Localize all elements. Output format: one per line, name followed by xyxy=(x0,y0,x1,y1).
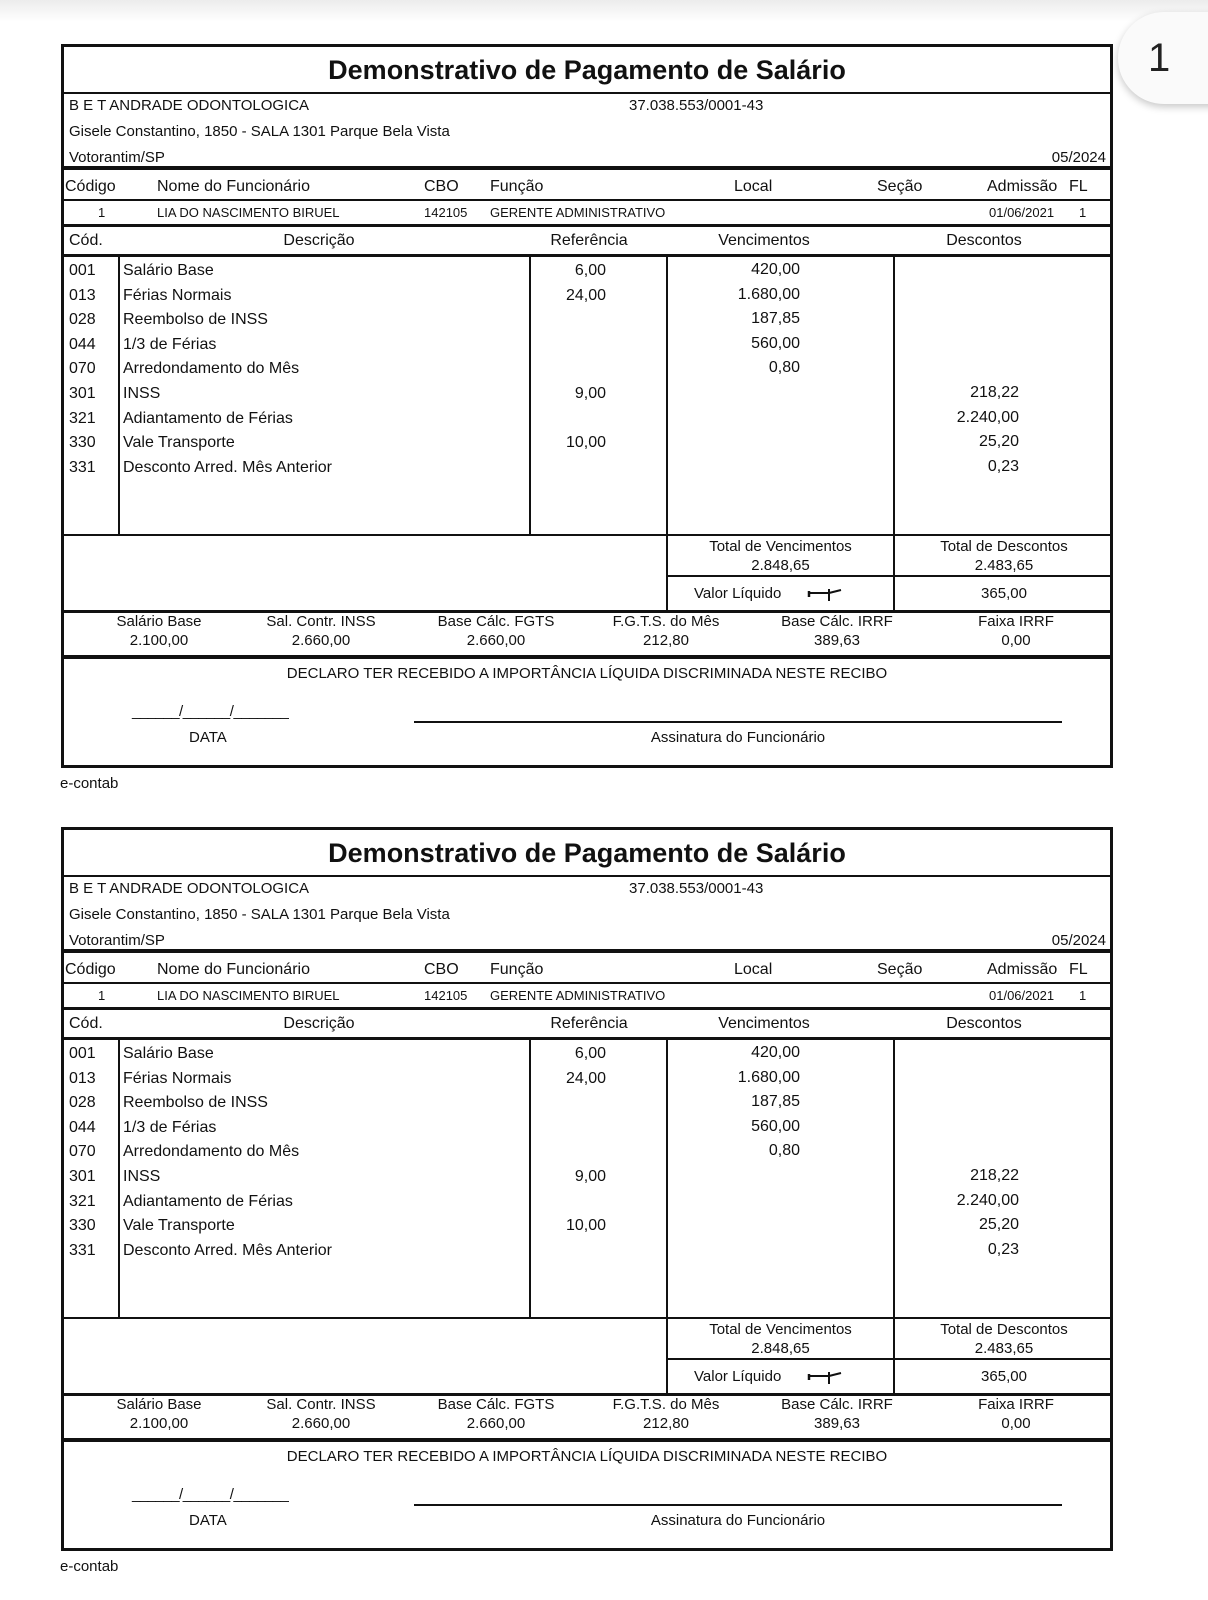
table-row xyxy=(64,1119,1110,1144)
employee-header-cbo: CBO xyxy=(424,178,459,195)
summary-label: Base Cálc. IRRF xyxy=(781,1396,893,1413)
employee-header-codigo: Código xyxy=(65,178,116,195)
table-row xyxy=(64,336,1110,361)
payslip-1 xyxy=(61,44,1113,768)
arrow-right-icon xyxy=(807,585,847,603)
divider xyxy=(64,655,1110,659)
net-value-label: Valor Líquido xyxy=(694,585,782,602)
summary-label: Salário Base xyxy=(116,1396,202,1413)
summary-value: 0,00 xyxy=(1001,1415,1031,1432)
item-deduction: 2.240,00 xyxy=(956,408,1019,426)
divider xyxy=(666,575,1110,577)
payslip-2 xyxy=(61,827,1113,1551)
item-earning: 187,85 xyxy=(751,1093,800,1111)
employee-code: 1 xyxy=(98,988,106,1003)
summary-value: 212,80 xyxy=(643,632,689,649)
item-deduction: 25,20 xyxy=(978,1216,1019,1234)
table-row xyxy=(64,410,1110,435)
item-description: 1/3 de Férias xyxy=(123,1118,217,1136)
reference-period: 05/2024 xyxy=(1051,149,1106,166)
item-description: Férias Normais xyxy=(123,286,232,304)
reference-period: 05/2024 xyxy=(1051,932,1106,949)
item-code: 070 xyxy=(69,1143,96,1161)
total-earnings-value: 2.848,65 xyxy=(751,1340,810,1357)
summary-label: Base Cálc. FGTS xyxy=(437,1396,555,1413)
item-description: Desconto Arred. Mês Anterior xyxy=(123,1241,332,1259)
item-code: 028 xyxy=(69,311,96,329)
item-description: Salário Base xyxy=(123,262,214,279)
summary-label: Base Cálc. IRRF xyxy=(781,613,893,630)
company-address: Gisele Constantino, 1850 - SALA 1301 Parque Bela Vista xyxy=(69,906,450,923)
divider xyxy=(64,254,1110,257)
item-earning: 1.680,00 xyxy=(737,1068,800,1086)
item-code: 044 xyxy=(69,1118,96,1136)
item-deduction: 0,23 xyxy=(987,1240,1019,1258)
total-deductions-label: Total de Descontos xyxy=(940,1321,1068,1338)
employee-header-fl: FL xyxy=(1069,178,1088,195)
item-reference: 9,00 xyxy=(574,385,606,402)
company-cnpj: 37.038.553/0001-43 xyxy=(629,97,764,114)
page-number: 1 xyxy=(1148,35,1171,80)
item-description: Reembolso de INSS xyxy=(123,1094,268,1112)
total-deductions-value: 2.483,65 xyxy=(974,557,1034,574)
employee-header-nome: Nome do Funcionário xyxy=(157,961,310,978)
items-header-descontos: Descontos xyxy=(946,232,1022,249)
total-earnings-value: 2.848,65 xyxy=(751,557,810,574)
summary-label: Sal. Contr. INSS xyxy=(266,613,376,630)
arrow-right-icon xyxy=(807,1368,847,1386)
item-code: 013 xyxy=(69,1069,96,1087)
item-earning: 187,85 xyxy=(751,310,800,328)
divider xyxy=(64,166,1110,170)
item-description: Férias Normais xyxy=(123,1069,232,1087)
summary-label: F.G.T.S. do Mês xyxy=(612,613,720,630)
item-description: Vale Transporte xyxy=(123,1217,235,1235)
item-earning: 0,80 xyxy=(768,1142,800,1160)
employee-admission: 01/06/2021 xyxy=(989,988,1055,1003)
item-code: 301 xyxy=(69,1168,96,1185)
items-header-descricao: Descrição xyxy=(283,232,355,249)
net-value-label-group xyxy=(694,1368,847,1386)
table-row xyxy=(64,385,1110,410)
item-description: INSS xyxy=(123,385,161,402)
summary-value: 2.660,00 xyxy=(466,1415,526,1432)
item-code: 330 xyxy=(69,434,96,452)
net-value: 365,00 xyxy=(981,585,1027,602)
item-code: 330 xyxy=(69,1217,96,1235)
items-header-cod: Cód. xyxy=(69,1015,103,1032)
item-reference: 24,00 xyxy=(565,1069,606,1087)
item-description: Adiantamento de Férias xyxy=(123,409,293,427)
item-reference: 24,00 xyxy=(565,286,606,304)
table-row xyxy=(64,1217,1110,1242)
company-city: Votorantim/SP xyxy=(69,932,165,949)
employee-fl: 1 xyxy=(1079,988,1087,1003)
table-row xyxy=(64,262,1110,287)
company-city: Votorantim/SP xyxy=(69,149,165,166)
employee-header-secao: Seção xyxy=(877,178,923,195)
item-code: 001 xyxy=(69,1045,96,1062)
declaration-text: DECLARO TER RECEBIDO A IMPORTÂNCIA LÍQUIDA DISCRIMINADA NESTE RECIBO xyxy=(286,1448,888,1465)
date-label: DATA xyxy=(189,729,227,746)
divider xyxy=(64,92,1110,94)
divider xyxy=(666,1358,1110,1360)
item-deduction: 0,23 xyxy=(987,457,1019,475)
net-value-label: Valor Líquido xyxy=(694,1368,782,1385)
summary-value: 389,63 xyxy=(814,632,860,649)
table-row xyxy=(64,1242,1110,1267)
employee-fl: 1 xyxy=(1079,205,1087,220)
table-row xyxy=(64,360,1110,385)
items-header-vencimentos: Vencimentos xyxy=(718,1015,810,1032)
summary-value: 2.660,00 xyxy=(291,1415,351,1432)
summary-value: 389,63 xyxy=(814,1415,860,1432)
top-shadow xyxy=(0,0,1208,22)
items-header-referencia: Referência xyxy=(550,232,628,249)
item-deduction: 218,22 xyxy=(970,384,1019,401)
item-earning: 420,00 xyxy=(751,1044,800,1061)
item-code: 028 xyxy=(69,1094,96,1112)
item-earning: 0,80 xyxy=(768,359,800,377)
divider xyxy=(64,224,1110,227)
item-reference: 10,00 xyxy=(565,1217,606,1235)
total-deductions-label: Total de Descontos xyxy=(940,538,1068,555)
items-header-vencimentos: Vencimentos xyxy=(718,232,810,249)
company-name: B E T ANDRADE ODONTOLOGICA xyxy=(69,880,310,897)
summary-label: Sal. Contr. INSS xyxy=(266,1396,376,1413)
item-description: Salário Base xyxy=(123,1045,214,1062)
employee-header-fl: FL xyxy=(1069,961,1088,978)
item-description: Adiantamento de Férias xyxy=(123,1192,293,1210)
item-description: 1/3 de Férias xyxy=(123,335,217,353)
summary-value: 212,80 xyxy=(643,1415,689,1432)
summary-label: Salário Base xyxy=(116,613,202,630)
total-earnings-label: Total de Vencimentos xyxy=(709,1321,852,1338)
date-field: ______/______/_______ xyxy=(132,703,289,720)
employee-code: 1 xyxy=(98,205,106,220)
item-code: 321 xyxy=(69,1192,96,1210)
employee-role: GERENTE ADMINISTRATIVO xyxy=(490,988,666,1003)
summary-value: 0,00 xyxy=(1001,632,1031,649)
employee-name: LIA DO NASCIMENTO BIRUEL xyxy=(157,988,340,1003)
summary-label: Base Cálc. FGTS xyxy=(437,613,555,630)
item-code: 013 xyxy=(69,286,96,304)
summary-value: 2.100,00 xyxy=(129,1415,189,1432)
signature-line xyxy=(414,721,1062,723)
items-header-referencia: Referência xyxy=(550,1015,628,1032)
page-number-badge xyxy=(1118,12,1208,104)
signature-label: Assinatura do Funcionário xyxy=(650,729,826,746)
summary-value: 2.660,00 xyxy=(291,632,351,649)
divider xyxy=(64,949,1110,953)
employee-header-local: Local xyxy=(734,961,773,978)
page-title: Demonstrativo de Pagamento de Salário xyxy=(328,838,846,868)
item-code: 044 xyxy=(69,335,96,353)
footer-brand: e-contab xyxy=(60,1558,119,1575)
item-code: 321 xyxy=(69,409,96,427)
employee-cbo: 142105 xyxy=(424,988,468,1003)
item-deduction: 2.240,00 xyxy=(956,1191,1019,1209)
employee-header-secao: Seção xyxy=(877,961,923,978)
item-earning: 1.680,00 xyxy=(737,285,800,303)
item-code: 001 xyxy=(69,262,96,279)
divider xyxy=(64,534,1110,536)
table-row xyxy=(64,459,1110,484)
table-row xyxy=(64,287,1110,312)
employee-header-funcao: Função xyxy=(490,961,544,978)
item-description: Vale Transporte xyxy=(123,434,235,452)
item-earning: 560,00 xyxy=(751,334,800,352)
item-description: Desconto Arred. Mês Anterior xyxy=(123,458,332,476)
total-earnings-label: Total de Vencimentos xyxy=(709,538,852,555)
table-row xyxy=(64,311,1110,336)
item-deduction: 218,22 xyxy=(970,1167,1019,1184)
table-row xyxy=(64,1045,1110,1070)
item-reference: 6,00 xyxy=(574,262,606,279)
signature-label: Assinatura do Funcionário xyxy=(650,1512,826,1529)
table-row xyxy=(64,434,1110,459)
item-description: Arredondamento do Mês xyxy=(123,360,300,378)
employee-header-admissao: Admissão xyxy=(987,178,1058,195)
items-header-cod: Cód. xyxy=(69,232,103,249)
employee-header-codigo: Código xyxy=(65,961,116,978)
employee-header-cbo: CBO xyxy=(424,961,459,978)
item-description: Arredondamento do Mês xyxy=(123,1143,300,1161)
item-reference: 6,00 xyxy=(574,1045,606,1062)
employee-header-nome: Nome do Funcionário xyxy=(157,178,310,195)
table-row xyxy=(64,1168,1110,1193)
table-row xyxy=(64,1070,1110,1095)
divider xyxy=(64,875,1110,877)
signature-line xyxy=(414,1504,1062,1506)
declaration-text: DECLARO TER RECEBIDO A IMPORTÂNCIA LÍQUIDA DISCRIMINADA NESTE RECIBO xyxy=(286,665,888,682)
employee-header-admissao: Admissão xyxy=(987,961,1058,978)
divider xyxy=(64,1438,1110,1442)
footer-brand: e-contab xyxy=(60,775,119,792)
table-row xyxy=(64,1094,1110,1119)
date-label: DATA xyxy=(189,1512,227,1529)
net-value-label-group xyxy=(694,585,847,603)
company-address: Gisele Constantino, 1850 - SALA 1301 Parque Bela Vista xyxy=(69,123,450,140)
summary-label: F.G.T.S. do Mês xyxy=(612,1396,720,1413)
total-deductions-value: 2.483,65 xyxy=(974,1340,1034,1357)
divider xyxy=(64,1317,1110,1319)
item-reference: 9,00 xyxy=(574,1168,606,1185)
employee-cbo: 142105 xyxy=(424,205,468,220)
employee-name: LIA DO NASCIMENTO BIRUEL xyxy=(157,205,340,220)
item-code: 331 xyxy=(69,458,96,476)
item-deduction: 25,20 xyxy=(978,433,1019,451)
item-earning: 420,00 xyxy=(751,261,800,278)
divider xyxy=(64,1007,1110,1010)
divider xyxy=(64,982,1110,984)
items-header-descricao: Descrição xyxy=(283,1015,355,1032)
net-value: 365,00 xyxy=(981,1368,1027,1385)
item-code: 331 xyxy=(69,1241,96,1259)
item-code: 301 xyxy=(69,385,96,402)
employee-header-funcao: Função xyxy=(490,178,544,195)
summary-label: Faixa IRRF xyxy=(978,1396,1054,1413)
employee-admission: 01/06/2021 xyxy=(989,205,1055,220)
summary-label: Faixa IRRF xyxy=(978,613,1054,630)
employee-header-local: Local xyxy=(734,178,773,195)
table-row xyxy=(64,1193,1110,1218)
employee-role: GERENTE ADMINISTRATIVO xyxy=(490,205,666,220)
date-field: ______/______/_______ xyxy=(132,1486,289,1503)
items-header-descontos: Descontos xyxy=(946,1015,1022,1032)
item-description: INSS xyxy=(123,1168,161,1185)
summary-value: 2.100,00 xyxy=(129,632,189,649)
item-reference: 10,00 xyxy=(565,434,606,452)
item-description: Reembolso de INSS xyxy=(123,311,268,329)
page-title: Demonstrativo de Pagamento de Salário xyxy=(328,55,846,85)
company-name: B E T ANDRADE ODONTOLOGICA xyxy=(69,97,310,114)
company-cnpj: 37.038.553/0001-43 xyxy=(629,880,764,897)
item-earning: 560,00 xyxy=(751,1117,800,1135)
divider xyxy=(64,1037,1110,1040)
summary-value: 2.660,00 xyxy=(466,632,526,649)
item-code: 070 xyxy=(69,360,96,378)
divider xyxy=(64,199,1110,201)
table-row xyxy=(64,1143,1110,1168)
